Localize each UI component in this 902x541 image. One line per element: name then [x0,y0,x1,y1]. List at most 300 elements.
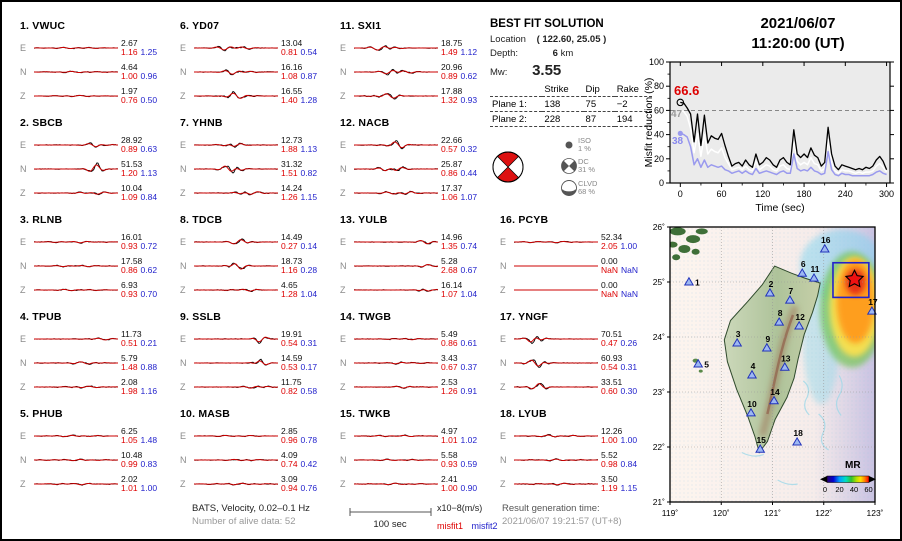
amplitude-misfit-values [121,378,173,396]
waveform-trace [194,159,278,179]
event-datetime [692,14,902,54]
channel-label: E [340,334,347,344]
channel-label: Z [180,188,186,198]
misfit2-value: 1.15 [620,483,638,493]
misfit1-value: 1.28 [281,289,298,299]
waveform-trace [34,135,118,155]
channel-row-Z [180,280,333,300]
channel-row-Z [340,183,493,203]
amplitude-misfit-values [441,451,493,469]
dip-header: Dip [585,83,600,95]
peak-amplitude: 2.67 [121,38,138,48]
svg-text:0: 0 [822,485,828,494]
misfit-values [281,48,333,57]
amplitude-misfit-values [281,184,333,202]
channel-label: Z [20,91,26,101]
plane1-dip: 75 [585,98,597,110]
misfit-values [601,436,653,445]
misfit2-value: 1.25 [140,47,158,57]
amplitude-misfit-values [441,160,493,178]
result-time-value: 2021/06/07 19:21:57 (UT+8) [502,516,622,527]
svg-text:26˚: 26˚ [652,222,665,232]
misfit1-value: 2.68 [441,265,458,275]
station-block-SSLB [180,311,332,406]
svg-text:7: 7 [788,286,794,297]
misfit2-value: 0.17 [300,362,318,372]
amplitude-misfit-values [281,281,333,299]
channel-row-E [20,232,173,252]
channel-row-E [180,232,333,252]
result-time-label: Result generation time: [502,503,600,514]
channel-row-Z [180,474,333,494]
misfit1-value: 0.54 [601,362,618,372]
misfit1-value: 1.00 [601,435,618,445]
waveform-trace [194,86,278,106]
channel-row-N [340,159,493,179]
misfit-reduction-chart [642,55,902,215]
waveform-trace [354,86,438,106]
channel-label: N [180,261,187,271]
misfit-values [281,266,333,275]
misfit1-value: 1.00 [121,71,138,81]
channel-label: E [180,334,187,344]
misfit-values [441,193,493,202]
waveform-trace [354,377,438,397]
svg-text:MR: MR [845,460,861,471]
channel-row-E [20,135,173,155]
misfit2-value: 0.76 [300,483,318,493]
amplitude-misfit-values [121,39,173,57]
station-title: 5. PHUB [20,408,63,420]
channel-label: Z [340,382,346,392]
peak-amplitude: 31.32 [281,159,303,169]
misfit-values [441,242,493,251]
station-block-TDCB [180,214,332,309]
misfit2-value: 1.13 [140,168,158,178]
mw-row [490,62,652,79]
svg-text:24˚: 24˚ [652,332,665,342]
amplitude-misfit-values [121,330,173,348]
misfit2-value: 1.16 [140,386,158,396]
channel-row-N [20,62,173,82]
amplitude-misfit-values [281,475,333,493]
misfit2-value: 0.67 [460,265,478,275]
misfit-values [601,363,653,372]
misfit-values [441,290,493,299]
misfit2-value: 0.84 [140,192,158,202]
best-fit-title: BEST FIT SOLUTION [490,18,604,30]
misfit1-value: 1.88 [281,144,298,154]
waveform-trace [34,232,118,252]
svg-text:60: 60 [716,189,727,199]
misfit1-value: 0.86 [441,338,458,348]
channel-label: E [500,431,507,441]
misfit-values [441,436,493,445]
svg-text:11: 11 [810,264,820,275]
misfit1-value: 0.57 [441,144,458,154]
misfit-values [121,145,173,154]
channel-row-N [20,159,173,179]
best-fit-panel [490,18,652,199]
depth-label: Depth: [490,48,518,59]
station-title: 14. TWGB [340,311,392,323]
waveform-trace [34,86,118,106]
amplitude-misfit-values [601,281,653,299]
misfit1-value: 0.76 [121,95,138,105]
svg-text:6: 6 [800,259,806,270]
channel-row-N [340,450,493,470]
svg-text:60: 60 [864,485,873,494]
amplitude-misfit-values [441,184,493,202]
waveform-trace [34,450,118,470]
plane1-row [490,97,652,112]
misfit2-legend-label: misfit2 [471,521,498,531]
svg-text:8: 8 [777,308,783,319]
waveform-trace [514,329,598,349]
channel-row-N [180,159,333,179]
amplitude-misfit-values [121,87,173,105]
waveform-trace [194,256,278,276]
waveform-trace [194,450,278,470]
peak-amplitude: 11.73 [121,329,142,339]
channel-label: E [20,237,27,247]
misfit1-value: 0.89 [441,71,458,81]
waveform-trace [34,159,118,179]
misfit1-legend-label: misfit1 [437,521,464,531]
misfit1-value: 1.49 [441,47,458,57]
waveform-trace [354,232,438,252]
misfit1-value: 0.74 [281,459,298,469]
misfit2-value: 0.93 [460,95,478,105]
channel-label: N [20,358,27,368]
misfit2-value: 0.70 [140,289,158,299]
misfit1-value: 1.20 [121,168,138,178]
waveform-trace [354,183,438,203]
time-scale-bar [347,505,439,531]
amplitude-misfit-values [601,451,653,469]
misfit2-value: 1.00 [140,483,158,493]
svg-text:80: 80 [653,81,664,92]
misfit2-value: 0.30 [620,386,638,396]
channel-label: Z [500,382,506,392]
amplitude-misfit-values [601,427,653,445]
waveform-trace [194,474,278,494]
channel-label: Z [340,91,346,101]
channel-label: E [180,237,187,247]
clvd-icon [560,179,578,197]
dc-entry [560,157,597,175]
dc-icon [560,157,578,175]
peak-amplitude: 14.96 [441,232,463,242]
misfit-values [601,460,653,469]
channel-label: N [340,67,347,77]
peak-amplitude: 0.00 [601,280,618,290]
misfit-values [121,290,173,299]
misfit-values [601,266,653,275]
channel-row-E [340,329,493,349]
waveform-trace [34,426,118,446]
misfit1-value: 1.48 [121,362,138,372]
misfit-values [441,363,493,372]
amplitude-misfit-values [441,39,493,57]
channel-label: N [500,455,507,465]
channel-label: E [340,43,347,53]
misfit1-value: 1.00 [441,483,458,493]
channel-row-Z [180,183,333,203]
amplitude-misfit-values [281,354,333,372]
svg-text:13: 13 [781,353,791,364]
svg-text:100: 100 [648,57,664,67]
misfit1-value: 2.05 [601,241,618,251]
misfit-values [441,387,493,396]
misfit2-value: 1.28 [300,95,318,105]
misfit2-value: 0.63 [140,144,158,154]
channel-row-N [180,62,333,82]
misfit1-value: 0.93 [121,289,138,299]
focal-mechanism-beachball-icon [490,135,546,199]
decomposition-list [560,137,597,197]
misfit-values [121,363,173,372]
waveform-trace [34,353,118,373]
svg-text:22˚: 22˚ [652,442,665,452]
misfit2-value: 0.14 [300,241,318,251]
peak-amplitude: 19.91 [281,329,303,339]
svg-text:47: 47 [671,109,683,120]
waveform-trace [354,38,438,58]
svg-text:120: 120 [755,189,771,199]
misfit-values [281,436,333,445]
dc-pct: 31 % [578,165,596,174]
plane1-strike: 138 [544,98,561,110]
misfit2-value: 1.02 [460,435,478,445]
station-title: 6. YD07 [180,20,220,32]
station-block-SXI1 [340,20,492,115]
misfit1-value: NaN [601,289,619,299]
svg-text:15: 15 [756,435,766,446]
waveform-trace [514,280,598,300]
misfit2-value: 0.72 [140,241,158,251]
amplitude-misfit-values [601,257,653,275]
amplitude-misfit-values [121,354,173,372]
station-title: 3. RLNB [20,214,63,226]
misfit1-value: 0.86 [121,265,138,275]
channel-row-Z [340,377,493,397]
misfit1-value: 1.08 [281,71,298,81]
misfit-values [441,169,493,178]
svg-text:Time (sec): Time (sec) [755,202,805,214]
misfit2-value: 0.44 [460,168,478,178]
misfit2-value: 0.31 [620,362,638,372]
alive-data-count: Number of alive data: 52 [192,516,296,527]
misfit2-value: 1.12 [460,47,478,57]
misfit2-value: 0.58 [300,386,318,396]
misfit-values [441,145,493,154]
misfit1-value: 1.35 [441,241,458,251]
misfit2-value: 1.13 [300,144,318,154]
peak-amplitude: 4.64 [121,62,138,72]
misfit1-value: 0.53 [281,362,298,372]
misfit2-value: 0.59 [460,459,478,469]
waveform-trace [194,329,278,349]
misfit2-value: 0.62 [460,71,478,81]
svg-text:4: 4 [750,360,756,371]
misfit-values [601,484,653,493]
peak-amplitude: 16.55 [281,86,303,96]
channel-label: N [20,164,27,174]
svg-text:119˚: 119˚ [661,508,679,518]
waveform-trace [354,450,438,470]
misfit1-value: 1.51 [281,168,298,178]
channel-row-N [340,256,493,276]
station-title: 4. TPUB [20,311,62,323]
station-block-YNGF [500,311,652,406]
channel-label: Z [180,91,186,101]
clvd-label: CLVD [578,179,598,188]
misfit-values [281,339,333,348]
peak-amplitude: 5.49 [441,329,458,339]
amplitude-misfit-values [441,427,493,445]
amplitude-misfit-values [601,378,653,396]
misfit2-value: 0.91 [460,386,478,396]
misfit1-value: 0.96 [281,435,298,445]
misfit1-value: 1.32 [441,95,458,105]
peak-amplitude: 16.14 [441,280,463,290]
misfit1-value: 0.89 [121,144,138,154]
channel-label: E [180,43,187,53]
misfit-values [441,72,493,81]
amplitude-units: x10−8(m/s) [437,503,483,513]
waveform-trace [194,62,278,82]
misfit-values [281,72,333,81]
misfit1-value: 0.93 [121,241,138,251]
amplitude-misfit-values [121,451,173,469]
station-block-VWUC [20,20,172,115]
svg-text:9: 9 [765,334,771,344]
waveform-trace [194,183,278,203]
peak-amplitude: 4.65 [281,280,298,290]
misfit2-value: 1.00 [620,435,638,445]
peak-amplitude: 60.93 [601,353,623,363]
svg-text:66.6: 66.6 [674,83,700,98]
misfit2-value: 0.50 [140,95,158,105]
amplitude-misfit-values [441,475,493,493]
misfit2-value: 1.07 [460,192,478,202]
misfit-values [601,290,653,299]
misfit1-value: 1.26 [281,192,298,202]
peak-amplitude: 33.51 [601,377,623,387]
channel-label: E [20,431,27,441]
station-title: 16. PCYB [500,214,549,226]
misfit-values [441,96,493,105]
waveform-trace [194,38,278,58]
channel-label: Z [500,479,506,489]
channel-row-E [340,232,493,252]
peak-amplitude: 25.87 [441,159,463,169]
waveform-trace [194,353,278,373]
peak-amplitude: 14.59 [281,353,303,363]
strike-header: Strike [544,83,569,95]
channel-label: N [20,261,27,271]
channel-label: E [180,140,187,150]
waveform-trace [34,183,118,203]
channel-label: E [20,43,27,53]
amplitude-misfit-values [121,63,173,81]
svg-text:60: 60 [653,105,664,116]
peak-amplitude: 4.09 [281,450,298,460]
waveform-trace [514,426,598,446]
misfit-values [281,169,333,178]
svg-text:38: 38 [672,136,684,147]
waveform-trace [194,280,278,300]
waveform-trace [354,135,438,155]
peak-amplitude: 0.00 [601,256,618,266]
amplitude-misfit-values [281,87,333,105]
misfit-values [281,387,333,396]
station-title: 10. MASB [180,408,231,420]
misfit2-value: 1.48 [140,435,158,445]
channel-label: N [180,67,187,77]
channel-label: Z [20,479,26,489]
mw-value: 3.55 [532,62,562,79]
misfit2-value: 0.88 [140,362,158,372]
peak-amplitude: 13.04 [281,38,303,48]
amplitude-misfit-values [121,257,173,275]
misfit1-value: 0.81 [281,47,298,57]
svg-text:2: 2 [768,279,774,289]
svg-text:0: 0 [658,178,664,188]
channel-label: Z [500,285,506,295]
amplitude-misfit-values [281,39,333,57]
station-title: 13. YULB [340,214,388,226]
peak-amplitude: 14.24 [281,183,303,193]
misfit-values [281,145,333,154]
station-block-TWGB [340,311,492,406]
misfit2-value: 0.37 [460,362,478,372]
amplitude-misfit-values [281,160,333,178]
misfit-values [121,72,173,81]
waveform-trace [34,329,118,349]
waveform-trace [194,377,278,397]
misfit1-value: 0.93 [441,459,458,469]
misfit-values [441,48,493,57]
waveform-trace [34,62,118,82]
svg-text:17: 17 [868,297,878,308]
misfit2-value: 1.04 [460,289,478,299]
channel-row-N [500,353,653,373]
plane2-dip: 87 [585,113,597,125]
peak-amplitude: 20.96 [441,62,463,72]
peak-amplitude: 2.85 [281,426,298,436]
svg-text:300: 300 [879,189,895,199]
channel-label: Z [20,285,26,295]
channel-label: E [20,140,27,150]
misfit1-value: 1.07 [441,289,458,299]
station-title: 17. YNGF [500,311,549,323]
data-description: BATS, Velocity, 0.02–0.1 Hz [192,503,310,514]
svg-text:40: 40 [653,129,664,140]
channel-label: N [340,358,347,368]
channel-row-Z [180,86,333,106]
station-title: 2. SBCB [20,117,63,129]
peak-amplitude: 52.34 [601,232,623,242]
channel-row-E [500,232,653,252]
misfit2-value: 0.21 [140,338,158,348]
misfit2-value: 1.04 [300,289,318,299]
peak-amplitude: 51.53 [121,159,143,169]
amplitude-misfit-values [281,427,333,445]
plane2-rake: 194 [616,113,633,125]
svg-text:Misfit reduction (%): Misfit reduction (%) [643,77,655,168]
